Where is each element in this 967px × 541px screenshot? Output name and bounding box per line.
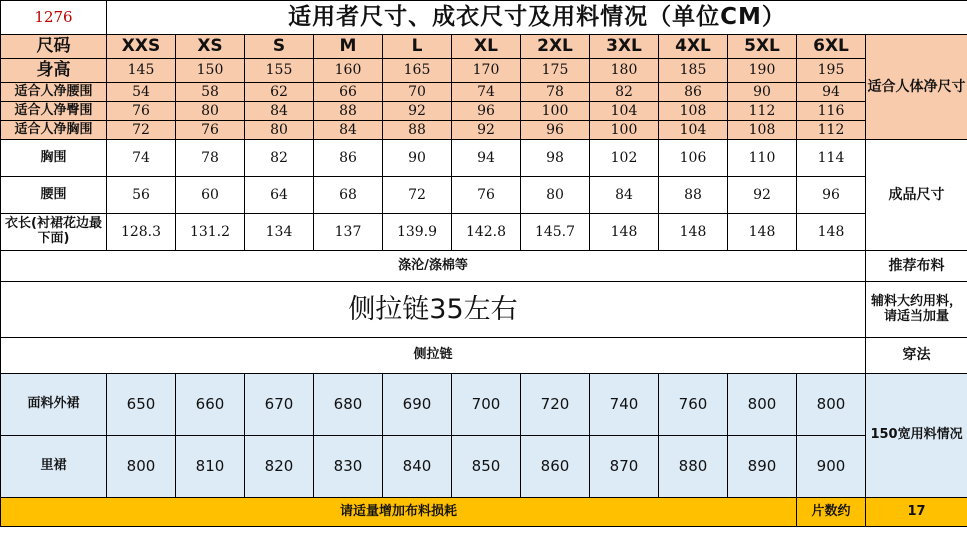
body-row-cell: 84 xyxy=(245,102,314,121)
body-row-cell: 96 xyxy=(521,121,590,140)
usage-row-cell: 820 xyxy=(245,436,314,498)
garment-row-cell: 80 xyxy=(521,177,590,214)
garment-row-cell: 98 xyxy=(521,140,590,177)
usage-row-cell: 840 xyxy=(383,436,452,498)
garment-row-cell: 137 xyxy=(314,214,383,251)
garment-row-cell: 102 xyxy=(590,140,659,177)
body-row-cell: 94 xyxy=(797,83,866,102)
garment-row-cell: 88 xyxy=(659,177,728,214)
size-cell: 4XL xyxy=(659,35,728,59)
height-cell: 150 xyxy=(176,59,245,83)
size-cell: M xyxy=(314,35,383,59)
body-row-cell: 92 xyxy=(452,121,521,140)
usage-side-label: 150宽用料情况 xyxy=(866,374,967,498)
usage-row-cell: 850 xyxy=(452,436,521,498)
size-cell: 2XL xyxy=(521,35,590,59)
body-row-cell: 54 xyxy=(107,83,176,102)
body-row-cell: 76 xyxy=(176,121,245,140)
usage-row-cell: 870 xyxy=(590,436,659,498)
body-row-cell: 104 xyxy=(590,102,659,121)
garment-row-cell: 74 xyxy=(107,140,176,177)
height-cell: 190 xyxy=(728,59,797,83)
garment-row-cell: 110 xyxy=(728,140,797,177)
garment-row-cell: 96 xyxy=(797,177,866,214)
garment-row-cell: 134 xyxy=(245,214,314,251)
usage-row-cell: 690 xyxy=(383,374,452,436)
usage-row-cell: 680 xyxy=(314,374,383,436)
garment-row-cell: 114 xyxy=(797,140,866,177)
body-row-cell: 88 xyxy=(314,102,383,121)
body-side-label: 适合人体净尺寸 xyxy=(866,35,967,140)
body-row-cell: 108 xyxy=(659,102,728,121)
garment-row-cell: 64 xyxy=(245,177,314,214)
size-label: 尺码 xyxy=(1,35,107,59)
garment-row-cell: 86 xyxy=(314,140,383,177)
usage-row-cell: 900 xyxy=(797,436,866,498)
body-row-cell: 78 xyxy=(521,83,590,102)
garment-row-cell: 148 xyxy=(797,214,866,251)
usage-row-cell: 760 xyxy=(659,374,728,436)
garment-row-cell: 56 xyxy=(107,177,176,214)
usage-row-cell: 660 xyxy=(176,374,245,436)
garment-row-label: 腰围 xyxy=(1,177,107,214)
garment-row-cell: 142.8 xyxy=(452,214,521,251)
garment-row-cell: 145.7 xyxy=(521,214,590,251)
body-row-cell: 90 xyxy=(728,83,797,102)
height-cell: 180 xyxy=(590,59,659,83)
garment-row-cell: 78 xyxy=(176,140,245,177)
garment-side-label: 成品尺寸 xyxy=(866,140,967,251)
usage-row-cell: 740 xyxy=(590,374,659,436)
body-row-cell: 112 xyxy=(797,121,866,140)
body-row-cell: 76 xyxy=(107,102,176,121)
model-number: 1276 xyxy=(1,1,107,35)
usage-row-cell: 830 xyxy=(314,436,383,498)
body-row-label: 适合人净臀围 xyxy=(1,102,107,121)
garment-row-label: 胸围 xyxy=(1,140,107,177)
wear-text: 侧拉链 xyxy=(1,338,866,374)
body-row-cell: 92 xyxy=(383,102,452,121)
body-row-cell: 72 xyxy=(107,121,176,140)
size-cell: L xyxy=(383,35,452,59)
body-row-cell: 80 xyxy=(176,102,245,121)
garment-row-cell: 76 xyxy=(452,177,521,214)
garment-row-cell: 68 xyxy=(314,177,383,214)
body-row-cell: 104 xyxy=(659,121,728,140)
usage-row-cell: 670 xyxy=(245,374,314,436)
garment-row-cell: 148 xyxy=(659,214,728,251)
usage-row-cell: 800 xyxy=(728,374,797,436)
size-cell: XL xyxy=(452,35,521,59)
garment-row-cell: 60 xyxy=(176,177,245,214)
usage-row-cell: 720 xyxy=(521,374,590,436)
height-cell: 195 xyxy=(797,59,866,83)
garment-row-cell: 92 xyxy=(728,177,797,214)
size-cell: 3XL xyxy=(590,35,659,59)
size-cell: 6XL xyxy=(797,35,866,59)
usage-row-cell: 800 xyxy=(107,436,176,498)
usage-row-cell: 800 xyxy=(797,374,866,436)
body-row-cell: 66 xyxy=(314,83,383,102)
size-cell: 5XL xyxy=(728,35,797,59)
size-cell: XS xyxy=(176,35,245,59)
usage-row-cell: 810 xyxy=(176,436,245,498)
body-row-cell: 58 xyxy=(176,83,245,102)
zipper-text: 侧拉链35左右 xyxy=(1,282,866,338)
size-cell: XXS xyxy=(107,35,176,59)
garment-row-cell: 82 xyxy=(245,140,314,177)
garment-row-cell: 94 xyxy=(452,140,521,177)
height-cell: 165 xyxy=(383,59,452,83)
body-row-label: 适合人净腰围 xyxy=(1,83,107,102)
garment-row-cell: 148 xyxy=(590,214,659,251)
body-row-cell: 84 xyxy=(314,121,383,140)
garment-row-cell: 128.3 xyxy=(107,214,176,251)
body-row-cell: 86 xyxy=(659,83,728,102)
height-cell: 175 xyxy=(521,59,590,83)
wear-side-label: 穿法 xyxy=(866,338,967,374)
garment-row-cell: 131.2 xyxy=(176,214,245,251)
usage-row-cell: 860 xyxy=(521,436,590,498)
body-row-cell: 100 xyxy=(521,102,590,121)
pieces-value: 17 xyxy=(866,498,967,527)
usage-row-label: 里裙 xyxy=(1,436,107,498)
garment-row-cell: 148 xyxy=(728,214,797,251)
height-cell: 185 xyxy=(659,59,728,83)
body-row-cell: 80 xyxy=(245,121,314,140)
body-row-cell: 82 xyxy=(590,83,659,102)
body-row-cell: 62 xyxy=(245,83,314,102)
body-row-cell: 74 xyxy=(452,83,521,102)
height-cell: 170 xyxy=(452,59,521,83)
usage-row-label: 面料外裙 xyxy=(1,374,107,436)
body-row-cell: 100 xyxy=(590,121,659,140)
accessory-side-label: 辅料大约用料，请适当加量 xyxy=(866,282,967,338)
height-cell: 160 xyxy=(314,59,383,83)
pieces-label: 片数约 xyxy=(797,498,866,527)
usage-row-cell: 700 xyxy=(452,374,521,436)
garment-row-label: 衣长(衬裙花边最下面) xyxy=(1,214,107,251)
garment-row-cell: 90 xyxy=(383,140,452,177)
body-row-cell: 112 xyxy=(728,102,797,121)
usage-row-cell: 880 xyxy=(659,436,728,498)
footer-note: 请适量增加布料损耗 xyxy=(1,498,797,527)
garment-row-cell: 106 xyxy=(659,140,728,177)
body-row-label: 适合人净胸围 xyxy=(1,121,107,140)
size-cell: S xyxy=(245,35,314,59)
body-row-cell: 108 xyxy=(728,121,797,140)
garment-row-cell: 84 xyxy=(590,177,659,214)
chart-title: 适用者尺寸、成衣尺寸及用料情况（单位CM） xyxy=(107,1,967,35)
height-cell: 155 xyxy=(245,59,314,83)
garment-row-cell: 139.9 xyxy=(383,214,452,251)
height-cell: 145 xyxy=(107,59,176,83)
fabric-side-label: 推荐布料 xyxy=(866,251,967,282)
height-label: 身高 xyxy=(1,59,107,83)
usage-row-cell: 890 xyxy=(728,436,797,498)
fabric-text: 涤沦/涤棉等 xyxy=(1,251,866,282)
body-row-cell: 96 xyxy=(452,102,521,121)
body-row-cell: 88 xyxy=(383,121,452,140)
body-row-cell: 70 xyxy=(383,83,452,102)
usage-row-cell: 650 xyxy=(107,374,176,436)
body-row-cell: 116 xyxy=(797,102,866,121)
garment-row-cell: 72 xyxy=(383,177,452,214)
